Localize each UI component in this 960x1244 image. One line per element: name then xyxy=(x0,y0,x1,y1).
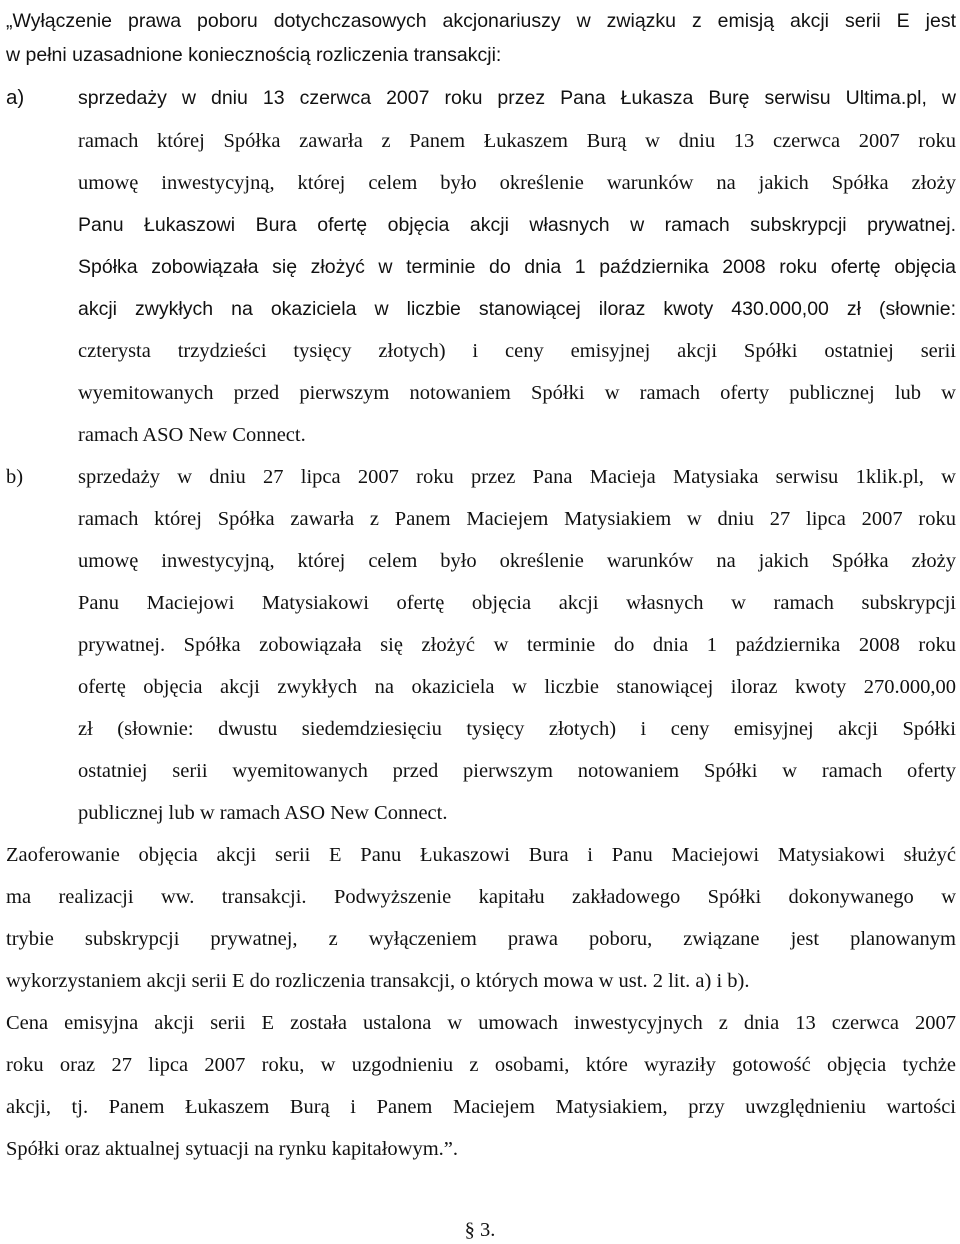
item-a-line-2: ramach której Spółka zawarła z Panem Łukaszem Burą w dniu 13 czerwca 2007 roku xyxy=(78,130,956,152)
item-a-line-7: czterysta trzydzieści tysięcy złotych) i ceny emisyjnej akcji Spółki ostatniej serii xyxy=(78,340,956,362)
item-b-line-6: ofertę objęcia akcji zwykłych na okaziciela w liczbie stanowiącej iloraz kwoty 270.000,00 xyxy=(78,676,956,698)
item-a-line-3: umowę inwestycyjną, której celem było określenie warunków na jakich Spółka złoży xyxy=(78,172,956,194)
item-a-marker: a) xyxy=(6,86,25,109)
item-a-line-4: Panu Łukaszowi Bura ofertę objęcia akcji własnych w ramach subskrypcji prywatnej. xyxy=(78,214,956,236)
item-a-line-6: akcji zwykłych na okaziciela w liczbie stanowiącej iloraz kwoty 430.000,00 zł (słownie: xyxy=(78,298,956,320)
item-a-line-8: wyemitowanych przed pierwszym notowaniem Spółki w ramach oferty publicznej lub w xyxy=(78,382,956,404)
price-paragraph-line-1: Cena emisyjna akcji serii E została ustalona w umowach inwestycyjnych z dnia 13 czerwca 2007 xyxy=(6,1012,956,1034)
item-b-marker: b) xyxy=(6,466,24,488)
price-paragraph-line-3: akcji, tj. Panem Łukaszem Burą i Panem Maciejem Matysiakiem, przy uwzględnieniu wartości xyxy=(6,1096,956,1118)
price-paragraph-line-2: roku oraz 27 lipca 2007 roku, w uzgodnieniu z osobami, które wyraziły gotowość objęcia tychże xyxy=(6,1054,956,1076)
offer-paragraph-line-2: ma realizacji ww. transakcji. Podwyższenie kapitału zakładowego Spółki dokonywanego w xyxy=(6,886,956,908)
item-a-line-1: sprzedaży w dniu 13 czerwca 2007 roku przez Pana Łukasza Burę serwisu Ultima.pl, w xyxy=(78,87,956,109)
intro-line-2: w pełni uzasadnione koniecznością rozliczenia transakcji: xyxy=(6,44,502,66)
item-b-line-5: prywatnej. Spółka zobowiązała się złożyć w terminie do dnia 1 października 2008 roku xyxy=(78,634,956,656)
offer-paragraph-line-3: trybie subskrypcji prywatnej, z wyłączeniem prawa poboru, związane jest planowanym xyxy=(6,928,956,950)
item-b-line-4: Panu Maciejowi Matysiakowi ofertę objęcia akcji własnych w ramach subskrypcji xyxy=(78,592,956,614)
item-b-line-9: publicznej lub w ramach ASO New Connect. xyxy=(78,802,448,824)
intro-line-1: „Wyłączenie prawa poboru dotychczasowych akcjonariuszy w związku z emisją akcji serii E jest xyxy=(6,10,956,32)
item-a-line-9: ramach ASO New Connect. xyxy=(78,424,306,446)
item-b-line-7: zł (słownie: dwustu siedemdziesięciu tysięcy złotych) i ceny emisyjnej akcji Spółki xyxy=(78,718,956,740)
offer-paragraph-line-4: wykorzystaniem akcji serii E do rozliczenia transakcji, o których mowa w ust. 2 lit. a) i b). xyxy=(6,970,750,992)
item-b-line-8: ostatniej serii wyemitowanych przed pierwszym notowaniem Spółki w ramach oferty xyxy=(78,760,956,782)
item-b-line-3: umowę inwestycyjną, której celem było określenie warunków na jakich Spółka złoży xyxy=(78,550,956,572)
item-b-line-2: ramach której Spółka zawarła z Panem Maciejem Matysiakiem w dniu 27 lipca 2007 roku xyxy=(78,508,956,530)
item-b-line-1: sprzedaży w dniu 27 lipca 2007 roku przez Pana Macieja Matysiaka serwisu 1klik.pl, w xyxy=(78,466,956,488)
price-paragraph-line-4: Spółki oraz aktualnej sytuacji na rynku kapitałowym.”. xyxy=(6,1138,459,1160)
offer-paragraph-line-1: Zaoferowanie objęcia akcji serii E Panu Łukaszowi Bura i Panu Maciejowi Matysiakowi służyć xyxy=(6,844,956,866)
item-a-line-5: Spółka zobowiązała się złożyć w terminie do dnia 1 października 2008 roku ofertę objęcia xyxy=(78,256,956,278)
section-number: § 3. xyxy=(464,1219,496,1241)
